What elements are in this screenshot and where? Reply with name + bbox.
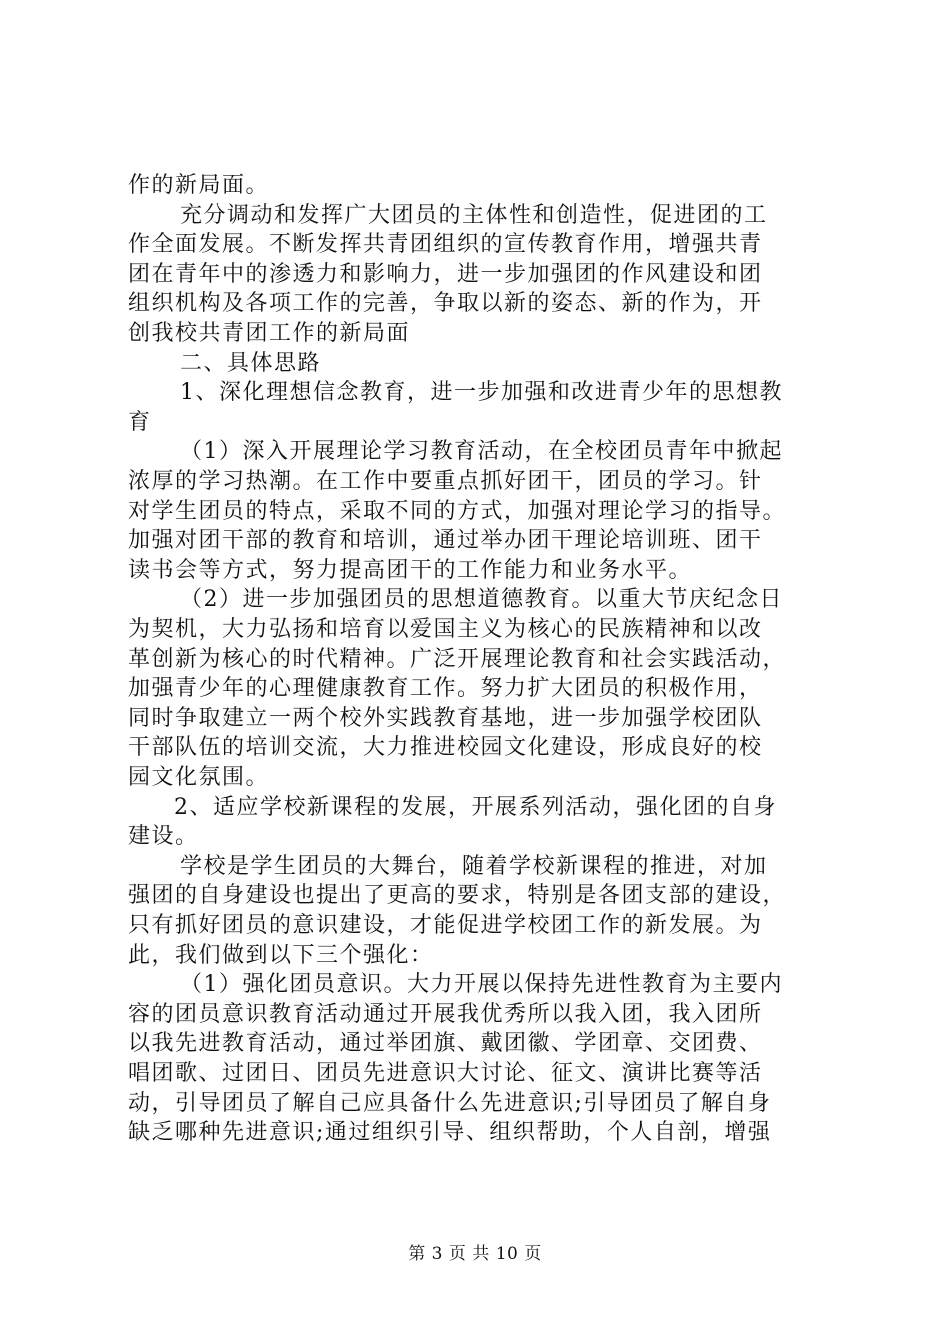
text-line: 对学生团员的特点，采取不同的方式，加强对理论学习的指导。 <box>128 498 787 524</box>
text-line: 动，引导团员了解自己应具备什么先进意识;引导团员了解自身 <box>128 1090 772 1116</box>
text-line: 强团的自身建设也提出了更高的要求，特别是各团支部的建设， <box>128 883 787 909</box>
section-heading: 二、具体思路 <box>180 350 322 376</box>
subsection-heading: 2、适应学校新课程的发展，开展系列活动，强化团的自身 <box>174 794 777 820</box>
text-line: （1）深入开展理论学习教育活动，在全校团员青年中掀起 <box>180 439 783 465</box>
text-line: 只有抓好团员的意识建设，才能促进学校团工作的新发展。为 <box>128 913 763 938</box>
text-line: 创我校共青团工作的新局面 <box>128 321 411 346</box>
text-line: 读书会等方式，努力提高团干的工作能力和业务水平。 <box>128 557 693 583</box>
text-line: 革创新为核心的时代精神。广泛开展理论教育和社会实践活动， <box>128 646 787 672</box>
subsection-heading: 育 <box>128 409 152 435</box>
text-line: 缺乏哪种先进意识;通过组织引导、组织帮助，个人自剖，增强 <box>128 1120 772 1146</box>
text-line: （2）进一步加强团员的思想道德教育。以重大节庆纪念日 <box>180 587 783 613</box>
text-line: 加强对团干部的教育和培训，通过举办团干理论培训班、团干 <box>128 528 763 554</box>
text-line: 学校是学生团员的大舞台，随着学校新课程的推进，对加 <box>180 853 768 879</box>
subsection-heading: 建设。 <box>128 824 199 850</box>
text-line: 此，我们做到以下三个强化： <box>128 942 434 968</box>
text-line: 团在青年中的渗透力和影响力，进一步加强团的作风建设和团 <box>128 261 763 287</box>
text-line: 充分调动和发挥广大团员的主体性和创造性，促进团的工 <box>180 202 768 228</box>
text-line: （1）强化团员意识。大力开展以保持先进性教育为主要内 <box>180 972 783 998</box>
page-number-footer: 第 3 页 共 10 页 <box>408 1244 542 1264</box>
text-line: 作全面发展。不断发挥共青团组织的宣传教育作用，增强共青 <box>128 232 763 258</box>
text-line: 容的团员意识教育活动通过开展我优秀所以我入团，我入团所 <box>128 1001 763 1027</box>
text-line: 加强青少年的心理健康教育工作。努力扩大团员的积极作用， <box>128 676 763 702</box>
text-line: 园文化氛围。 <box>128 765 270 790</box>
text-line: 唱团歌、过团日、团员先进意识大讨论、征文、演讲比赛等活 <box>128 1061 763 1086</box>
text-line: 为契机，大力弘扬和培育以爱国主义为核心的民族精神和以改 <box>128 617 763 642</box>
text-line: 浓厚的学习热潮。在工作中要重点抓好团干，团员的学习。针 <box>128 469 763 494</box>
text-line: 作的新局面。 <box>128 173 270 198</box>
text-line: 组织机构及各项工作的完善，争取以新的姿态、新的作为，开 <box>128 291 763 317</box>
text-line: 以我先进教育活动，通过举团旗、戴团徽、学团章、交团费、 <box>128 1031 763 1057</box>
text-line: 同时争取建立一两个校外实践教育基地，进一步加强学校团队 <box>128 705 763 731</box>
subsection-heading: 1、深化理想信念教育，进一步加强和改进青少年的思想教 <box>180 380 783 406</box>
text-line: 干部队伍的培训交流，大力推进校园文化建设，形成良好的校 <box>128 735 763 761</box>
